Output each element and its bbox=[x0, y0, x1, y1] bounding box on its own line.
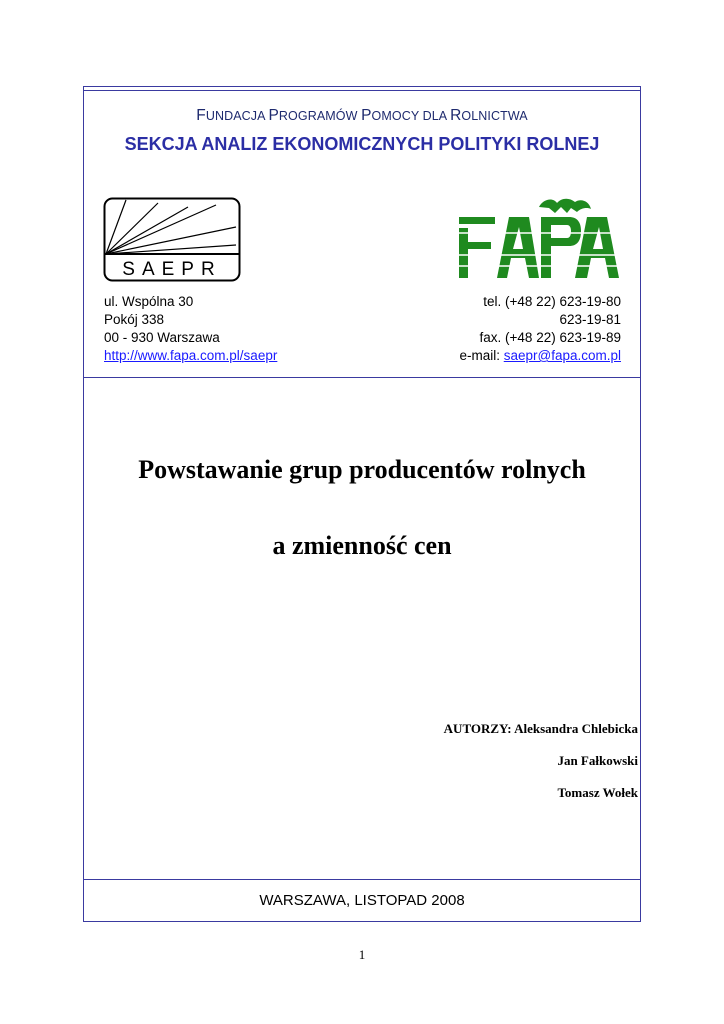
telephone: tel. (+48 22) 623-19-80 bbox=[483, 294, 621, 309]
page-number: 1 bbox=[358, 947, 366, 962]
website-link[interactable]: http://www.fapa.com.pl/saepr bbox=[104, 348, 278, 363]
contact-block bbox=[459, 293, 621, 365]
foundation-name: FUNDACJA PROGRAMÓW POMOCY DLA ROLNICTWA bbox=[196, 107, 528, 124]
address-block bbox=[104, 293, 277, 365]
city: 00 - 930 Warszawa bbox=[104, 330, 220, 345]
author-2: Jan Fałkowski bbox=[557, 753, 638, 768]
authors-label: AUTORZY: Aleksandra Chlebicka bbox=[443, 721, 638, 736]
saepr-logo-text: SAEPR bbox=[122, 259, 222, 280]
street: ul. Wspólna 30 bbox=[104, 294, 194, 309]
fax: fax. (+48 22) 623-19-89 bbox=[479, 330, 621, 345]
telephone-2: 623-19-81 bbox=[559, 312, 621, 327]
email-link[interactable]: saepr@fapa.com.pl bbox=[503, 348, 621, 363]
header-rule bbox=[83, 90, 641, 91]
contact-divider bbox=[83, 377, 641, 378]
fapa-logo bbox=[457, 195, 621, 279]
document-title-line2: a zmienność cen bbox=[272, 531, 452, 560]
footer-divider bbox=[83, 879, 641, 880]
place-date: WARSZAWA, LISTOPAD 2008 bbox=[259, 892, 465, 909]
saepr-logo bbox=[103, 197, 241, 282]
email-label: e-mail: bbox=[459, 348, 504, 363]
author-3: Tomasz Wołek bbox=[557, 785, 638, 800]
document-title-line1: Powstawanie grup producentów rolnych bbox=[138, 455, 586, 484]
room: Pokój 338 bbox=[104, 312, 165, 327]
section-title: SEKCJA ANALIZ EKONOMICZNYCH POLITYKI ROLNEJ bbox=[124, 134, 600, 154]
email-line bbox=[459, 347, 621, 365]
